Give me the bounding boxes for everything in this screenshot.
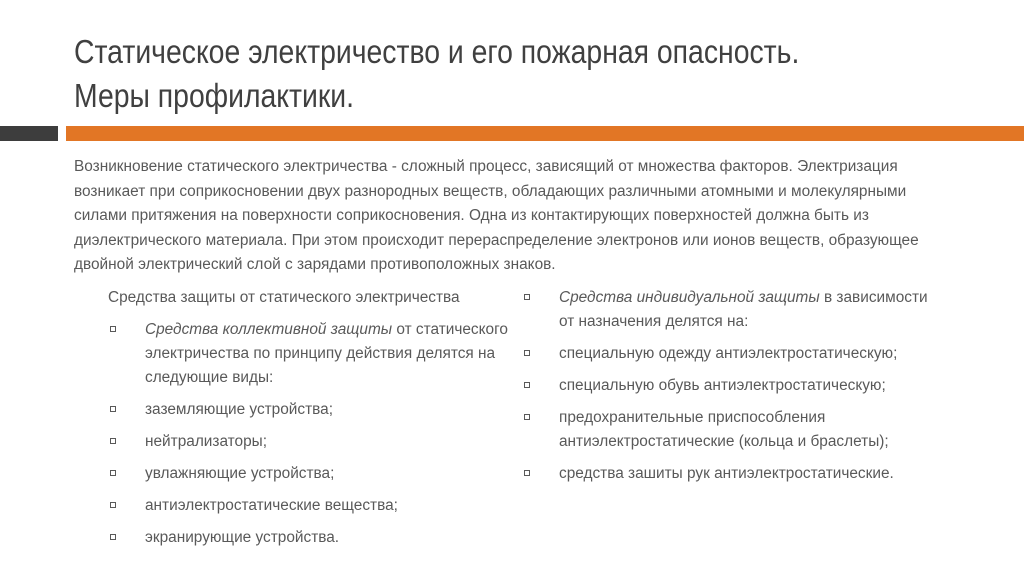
list-item-individual (522, 286, 992, 334)
square-outline-icon (524, 470, 530, 476)
collective-rest: от статического (392, 321, 508, 338)
slide-title (74, 30, 848, 118)
individual-rest: в зависимости (819, 289, 928, 306)
square-outline-icon (110, 502, 116, 508)
slide-title-line-2: Меры профилактики. (74, 77, 355, 114)
right-column (522, 286, 992, 486)
list-item: специальную обувь антиэлектростатическую; (522, 374, 992, 398)
individual-line-2: от назначения делятся на: (559, 313, 749, 330)
square-outline-icon (110, 470, 116, 476)
square-outline-icon (110, 326, 116, 332)
title-divider-accent (66, 126, 1024, 141)
intro-line-1: Возникновение статического электричества - сложный процесс, зависящий от множества факторов. Электризация (74, 158, 898, 175)
individual-italic: Средства индивидуальной защиты (559, 289, 820, 306)
list-item: антиэлектростатические вещества; (108, 494, 528, 518)
left-column-heading: Средства защиты от статического электричества (108, 289, 460, 306)
intro-line-5: двойной электрический слой с зарядами противоположных знаков. (74, 256, 556, 274)
square-outline-icon (524, 414, 530, 420)
list-item-collective (108, 318, 528, 390)
square-outline-icon (524, 350, 530, 356)
square-outline-icon (110, 406, 116, 412)
square-outline-icon (524, 382, 530, 388)
slide-title-line-1: Статическое электричество и его пожарная опасность. (74, 33, 800, 70)
square-outline-icon (524, 294, 530, 300)
square-outline-icon (110, 438, 116, 444)
collective-line-2: электричества по принципу действия делятся на (145, 345, 496, 362)
list-item: специальную одежду антиэлектростатическую; (522, 342, 992, 366)
list-item: средства зашиты рук антиэлектростатические. (522, 462, 992, 486)
intro-line-4: диэлектрического материала. При этом происходит перераспределение электронов или ионов веществ, образующее (74, 231, 919, 249)
left-column (108, 286, 528, 550)
intro-paragraph (74, 155, 974, 278)
list-item: нейтрализаторы; (108, 430, 528, 454)
list-item: увлажняющие устройства; (108, 462, 528, 486)
list-item: заземляющие устройства; (108, 398, 528, 422)
collective-italic: Средства коллективной защиты (145, 321, 393, 338)
square-outline-icon (110, 534, 116, 540)
list-item: предохранительные приспособления антиэлектростатические (кольца и браслеты); (522, 406, 992, 454)
intro-line-3: силами притяжения на поверхности соприкосновения. Одна из контактирующих поверхностей должна быть из (74, 207, 869, 225)
collective-line-3: следующие виды: (145, 369, 274, 386)
intro-line-2: возникает при соприкосновении двух разнородных веществ, обладающих различными атомными и молекулярными (74, 182, 907, 200)
title-divider-dark (0, 126, 58, 141)
list-item: экранирующие устройства. (108, 526, 528, 550)
